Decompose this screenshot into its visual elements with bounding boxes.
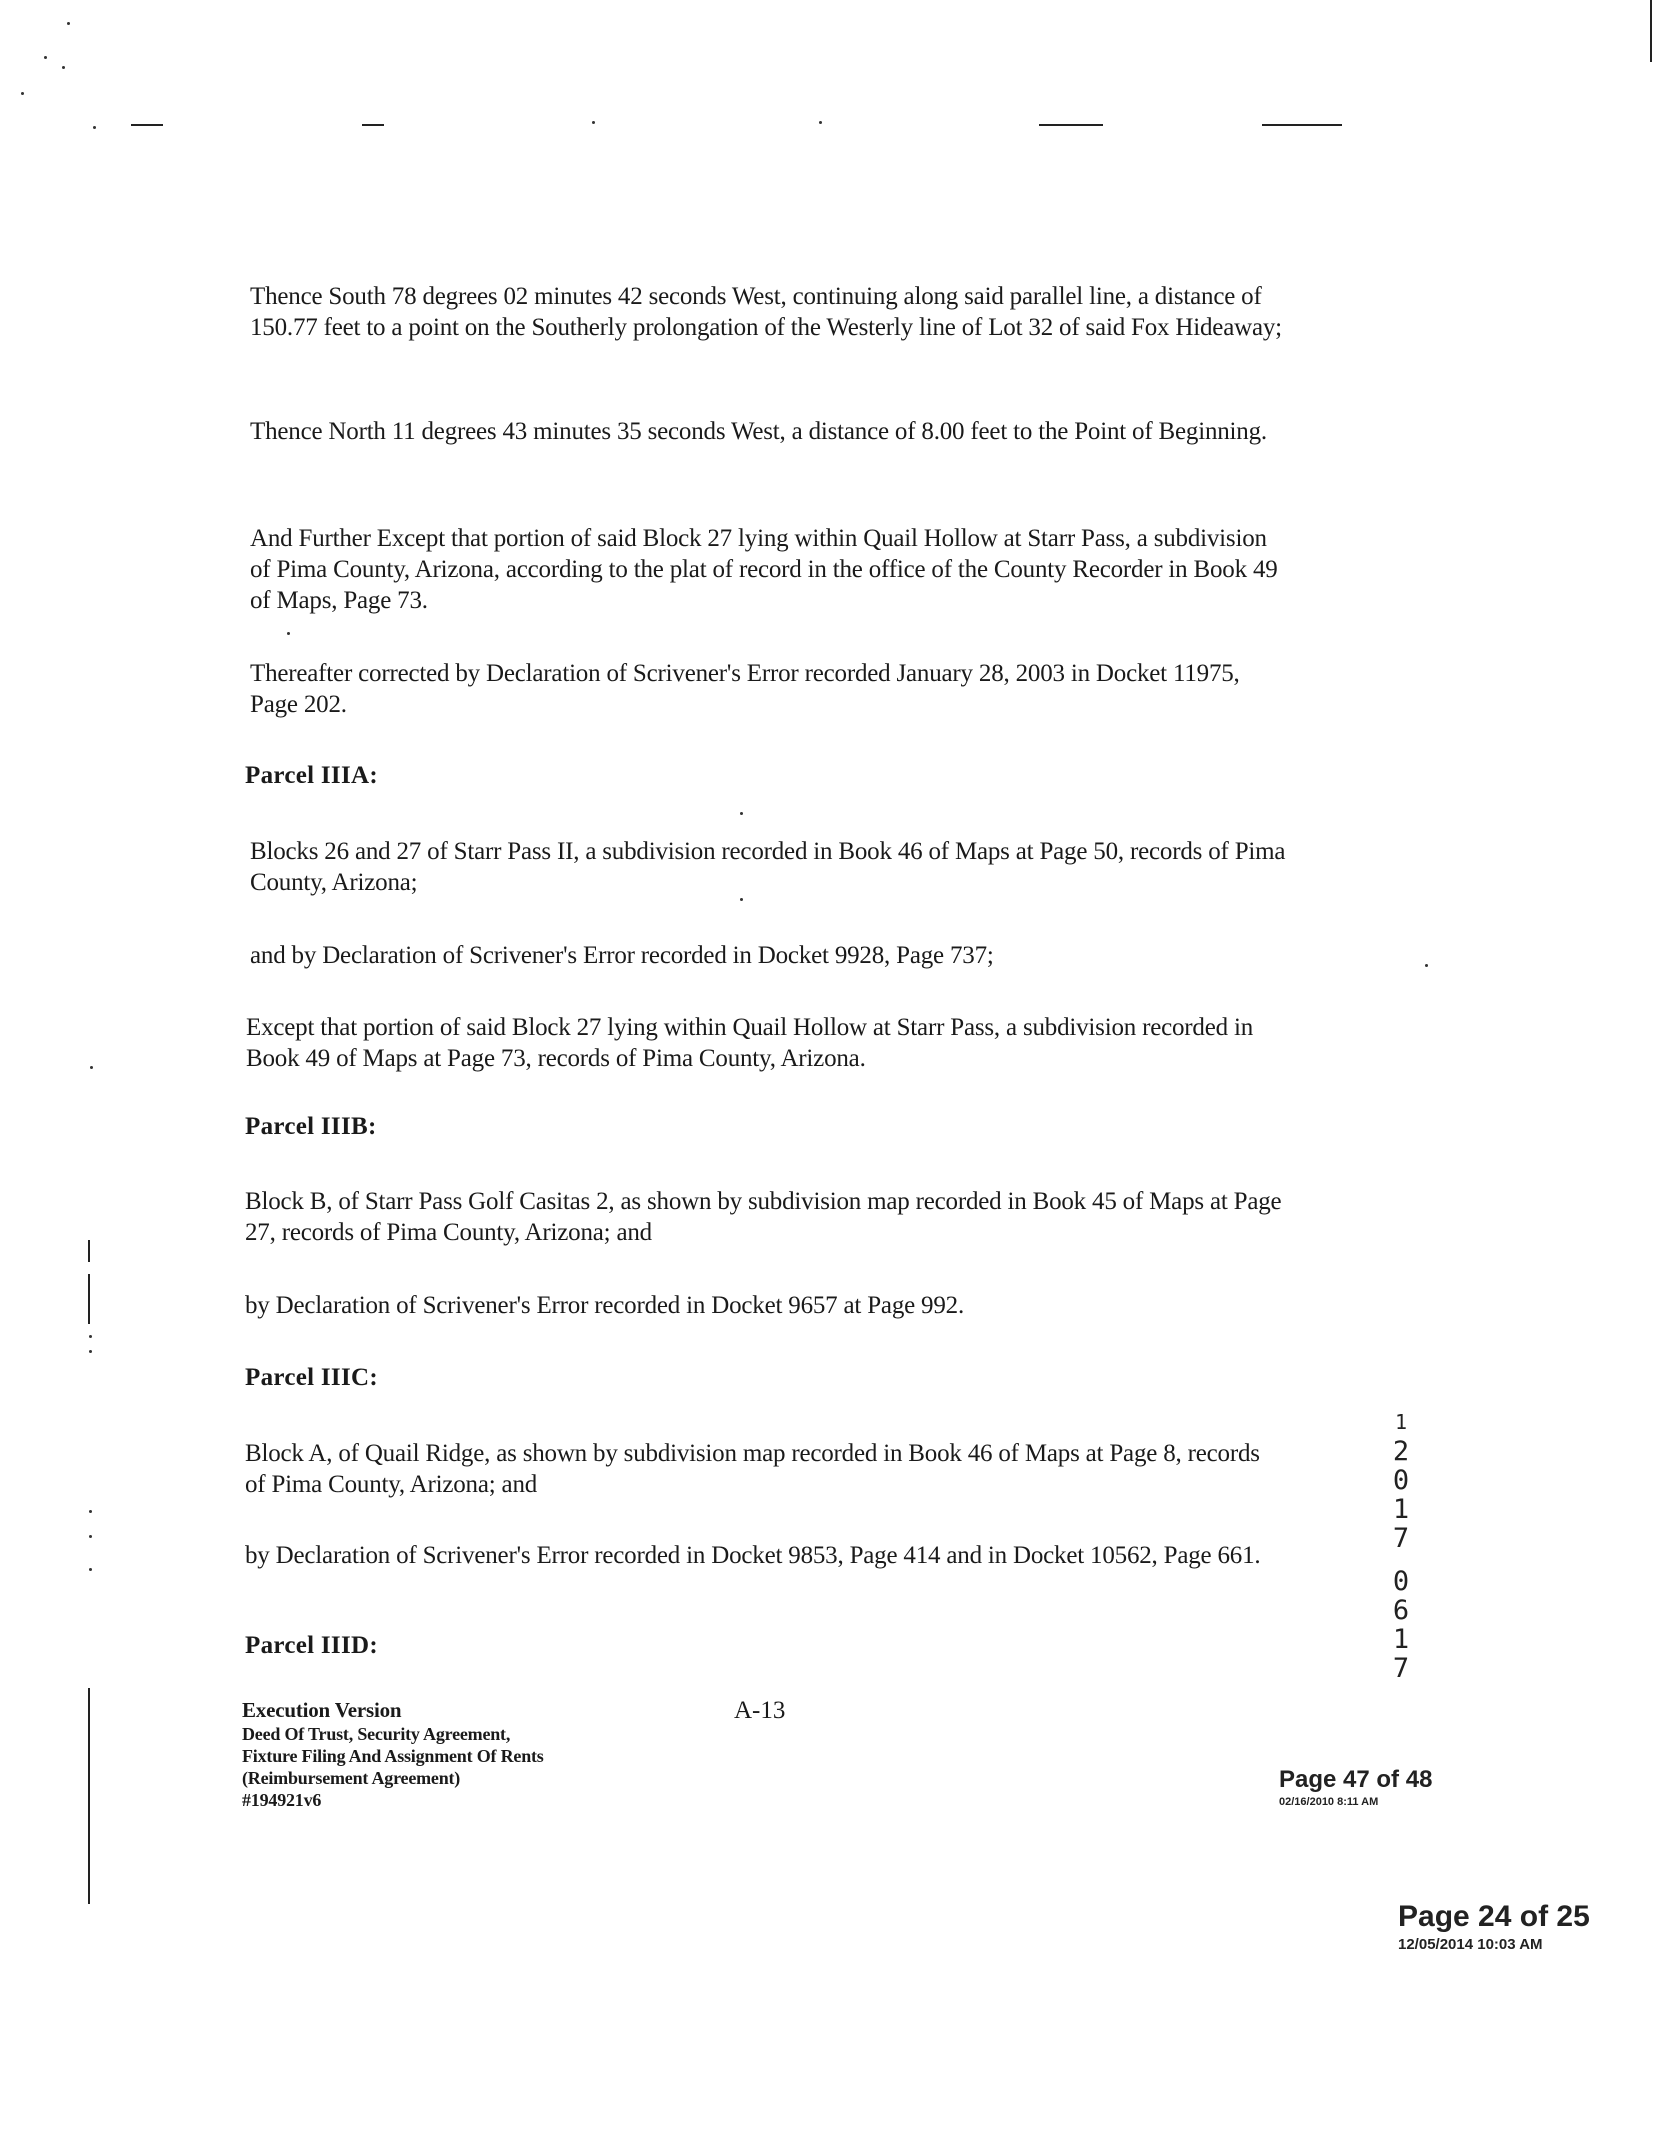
parcel-heading: Parcel IIID: xyxy=(245,1632,378,1659)
scan-dot xyxy=(21,92,24,95)
scan-dot xyxy=(89,1510,92,1513)
docket-digit: 7 xyxy=(1392,1523,1410,1554)
recording-page-stamp: Page 47 of 48 xyxy=(1279,1766,1433,1793)
scan-dot xyxy=(90,1066,93,1069)
scan-mark xyxy=(362,124,384,126)
print-date-stamp: 12/05/2014 10:03 AM xyxy=(1398,1936,1543,1953)
scan-dot xyxy=(89,1335,92,1338)
scan-dot xyxy=(62,66,65,69)
docket-digit: 1 xyxy=(1392,1624,1410,1655)
scan-dot xyxy=(592,121,595,124)
footer-line: #194921v6 xyxy=(242,1790,322,1810)
paragraph: Block A, of Quail Ridge, as shown by subdivision map recorded in Book 46 of Maps at Page 8, records of Pima County, Arizona; and xyxy=(245,1440,1260,1498)
scan-dot xyxy=(287,632,290,635)
scan-mark xyxy=(1262,124,1342,126)
scan-mark xyxy=(1039,124,1103,126)
paragraph: And Further Except that portion of said Block 27 lying within Quail Hollow at Starr Pass, a subdivision of Pima County, Arizona, according to the plat of record in the office of the County Recorder in Book 49 of Maps, Page 73. xyxy=(250,525,1278,614)
scan-line xyxy=(1650,0,1652,62)
scan-dot xyxy=(89,1568,92,1571)
scan-dot xyxy=(740,812,743,815)
scan-dot xyxy=(819,121,822,124)
scan-dot xyxy=(1425,964,1428,967)
paragraph: by Declaration of Scrivener's Error recorded in Docket 9657 at Page 992. xyxy=(245,1292,965,1319)
footer-document-info xyxy=(242,1697,544,1811)
footer-line: Deed Of Trust, Security Agreement, xyxy=(242,1724,511,1744)
scan-dot xyxy=(67,22,70,25)
paragraph: Thence South 78 degrees 02 minutes 42 seconds West, continuing along said parallel line, a distance of 150.77 feet to a point on the Southerly prolongation of the Westerly line of Lot 32 of said Fox Hideaway; xyxy=(250,283,1282,341)
scan-line xyxy=(88,1688,90,1904)
recording-date-stamp: 02/16/2010 8:11 AM xyxy=(1279,1796,1379,1808)
parcel-heading: Parcel IIIB: xyxy=(245,1113,377,1140)
exhibit-page-number: A-13 xyxy=(734,1697,786,1724)
page-count-stamp: Page 24 of 25 xyxy=(1398,1900,1590,1933)
paragraph: Thereafter corrected by Declaration of Scrivener's Error recorded January 28, 2003 in Docket 11975, Page 202. xyxy=(250,660,1240,718)
docket-digit: 1 xyxy=(1394,1410,1408,1434)
scan-dot xyxy=(44,56,47,59)
scan-line xyxy=(88,1240,90,1262)
scan-dot xyxy=(93,126,96,129)
docket-stamp xyxy=(1388,1408,1414,1683)
docket-digit: 6 xyxy=(1392,1595,1410,1626)
paragraph: Thence North 11 degrees 43 minutes 35 seconds West, a distance of 8.00 feet to the Point of Beginning. xyxy=(250,418,1267,445)
parcel-heading: Parcel IIIC: xyxy=(245,1364,378,1391)
footer-line: Execution Version xyxy=(242,1698,402,1722)
paragraph: Block B, of Starr Pass Golf Casitas 2, as shown by subdivision map recorded in Book 45 of Maps at Page 27, records of Pima County, Arizona; and xyxy=(245,1188,1282,1246)
scan-dot xyxy=(740,898,743,901)
footer-line: Fixture Filing And Assignment Of Rents xyxy=(242,1746,544,1766)
docket-digit: 2 xyxy=(1392,1436,1410,1467)
docket-digit: 0 xyxy=(1392,1566,1410,1597)
scan-dot xyxy=(89,1535,92,1538)
docket-digit: 1 xyxy=(1392,1494,1410,1525)
paragraph: and by Declaration of Scrivener's Error recorded in Docket 9928, Page 737; xyxy=(250,942,994,969)
footer-line: (Reimbursement Agreement) xyxy=(242,1768,461,1788)
paragraph: by Declaration of Scrivener's Error recorded in Docket 9853, Page 414 and in Docket 10562, Page 661. xyxy=(245,1542,1261,1569)
parcel-heading: Parcel IIIA: xyxy=(245,762,378,789)
docket-digit: 7 xyxy=(1392,1653,1410,1684)
paragraph: Blocks 26 and 27 of Starr Pass II, a subdivision recorded in Book 46 of Maps at Page 50, records of Pima County, Arizona; xyxy=(250,838,1286,896)
scan-line xyxy=(88,1274,90,1324)
docket-digit: 0 xyxy=(1392,1465,1410,1496)
paragraph: Except that portion of said Block 27 lying within Quail Hollow at Starr Pass, a subdivision recorded in Book 49 of Maps at Page 73, records of Pima County, Arizona. xyxy=(246,1014,1254,1072)
scan-mark xyxy=(131,124,163,126)
scan-dot xyxy=(89,1350,92,1353)
